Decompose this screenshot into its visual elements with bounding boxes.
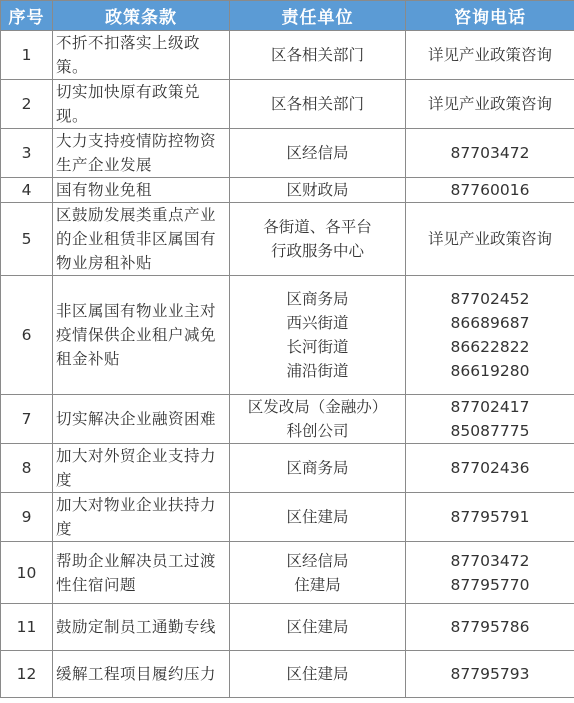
responsible-unit [230,651,406,698]
table-row [1,31,574,80]
consult-phone [406,276,574,395]
unit-line: 住建局 [294,575,341,594]
policy-clause: 切实加快原有政策兑现。 [53,80,230,129]
row-number: 8 [1,444,53,493]
policy-clause: 国有物业免租 [53,178,230,203]
responsible-unit [230,493,406,542]
phone-line: 85087775 [450,422,530,440]
phone-line: 详见产业政策咨询 [427,95,552,113]
header-policy: 政策条款 [53,1,230,31]
unit-line: 浦沿街道 [286,362,349,380]
header-unit: 责任单位 [230,1,406,31]
phone-line: 87702417 [450,398,530,416]
consult-phone [406,129,574,178]
consult-phone [406,31,574,80]
policy-clause: 不折不扣落实上级政策。 [53,31,230,80]
phone-line: 87795793 [450,665,530,683]
row-number: 12 [1,651,53,698]
policy-clause: 鼓励定制员工通勤专线 [53,604,230,651]
responsible-unit [230,80,406,129]
table-row [1,203,574,276]
unit-line: 各街道、各平台 [263,218,372,236]
unit-line: 区住建局 [286,508,349,526]
policy-clause: 帮助企业解决员工过渡性住宿问题 [53,542,230,604]
unit-line: 长河街道 [286,338,349,356]
table-row [1,651,574,698]
responsible-unit [230,604,406,651]
responsible-unit [230,542,406,604]
unit-line: 区发改局（金融办） [247,398,388,416]
row-number: 3 [1,129,53,178]
consult-phone [406,178,574,203]
phone-line: 详见产业政策咨询 [427,46,552,64]
table-row [1,80,574,129]
unit-line: 行政服务中心 [270,242,364,260]
consult-phone [406,493,574,542]
policy-clause: 加大对物业企业扶持力度 [53,493,230,542]
table-row [1,178,574,203]
unit-line: 区经信局 [286,551,349,570]
phone-line: 详见产业政策咨询 [427,230,552,248]
header-num: 序号 [1,1,53,31]
row-number: 2 [1,80,53,129]
unit-line: 区各相关部门 [270,95,364,113]
responsible-unit [230,203,406,276]
table-row [1,444,574,493]
phone-line: 87702452 [450,290,530,308]
row-number: 4 [1,178,53,203]
unit-line: 区住建局 [286,665,349,683]
row-number: 9 [1,493,53,542]
table-row [1,493,574,542]
consult-phone [406,604,574,651]
phone-line: 87760016 [450,181,530,199]
row-number: 11 [1,604,53,651]
responsible-unit [230,276,406,395]
unit-line: 区商务局 [286,459,349,477]
table-row [1,604,574,651]
header-row [1,1,574,31]
consult-phone [406,395,574,444]
phone-line: 87702436 [450,459,530,477]
consult-phone [406,80,574,129]
consult-phone [406,444,574,493]
policy-clause: 大力支持疫情防控物资生产企业发展 [53,129,230,178]
phone-line: 87795770 [450,575,530,594]
row-number: 7 [1,395,53,444]
row-number: 10 [1,542,53,604]
table-row [1,276,574,395]
phone-line: 87795791 [450,508,530,526]
consult-phone [406,542,574,604]
phone-line: 87703472 [450,144,530,162]
responsible-unit [230,31,406,80]
policy-clause: 缓解工程项目履约压力 [53,651,230,698]
table-row [1,542,574,604]
consult-phone [406,651,574,698]
phone-line: 87703472 [450,551,530,570]
row-number: 1 [1,31,53,80]
phone-line: 87795786 [450,618,530,636]
consult-phone [406,203,574,276]
unit-line: 区经信局 [286,144,349,162]
unit-line: 科创公司 [286,422,349,440]
unit-line: 区商务局 [286,290,349,308]
table-row [1,395,574,444]
responsible-unit [230,395,406,444]
policy-clause: 加大对外贸企业支持力度 [53,444,230,493]
row-number: 5 [1,203,53,276]
unit-line: 区各相关部门 [270,46,364,64]
unit-line: 区财政局 [286,181,349,199]
unit-line: 区住建局 [286,618,349,636]
responsible-unit [230,129,406,178]
phone-line: 86689687 [450,314,530,332]
phone-line: 86619280 [450,362,530,380]
responsible-unit [230,178,406,203]
responsible-unit [230,444,406,493]
phone-line: 86622822 [450,338,530,356]
header-phone: 咨询电话 [406,1,574,31]
policy-clause: 切实解决企业融资困难 [53,395,230,444]
table-row [1,129,574,178]
unit-line: 西兴街道 [286,314,349,332]
row-number: 6 [1,276,53,395]
policy-clause: 区鼓励发展类重点产业的企业租赁非区属国有物业房租补贴 [53,203,230,276]
policy-clause: 非区属国有物业业主对疫情保供企业租户减免租金补贴 [53,276,230,395]
